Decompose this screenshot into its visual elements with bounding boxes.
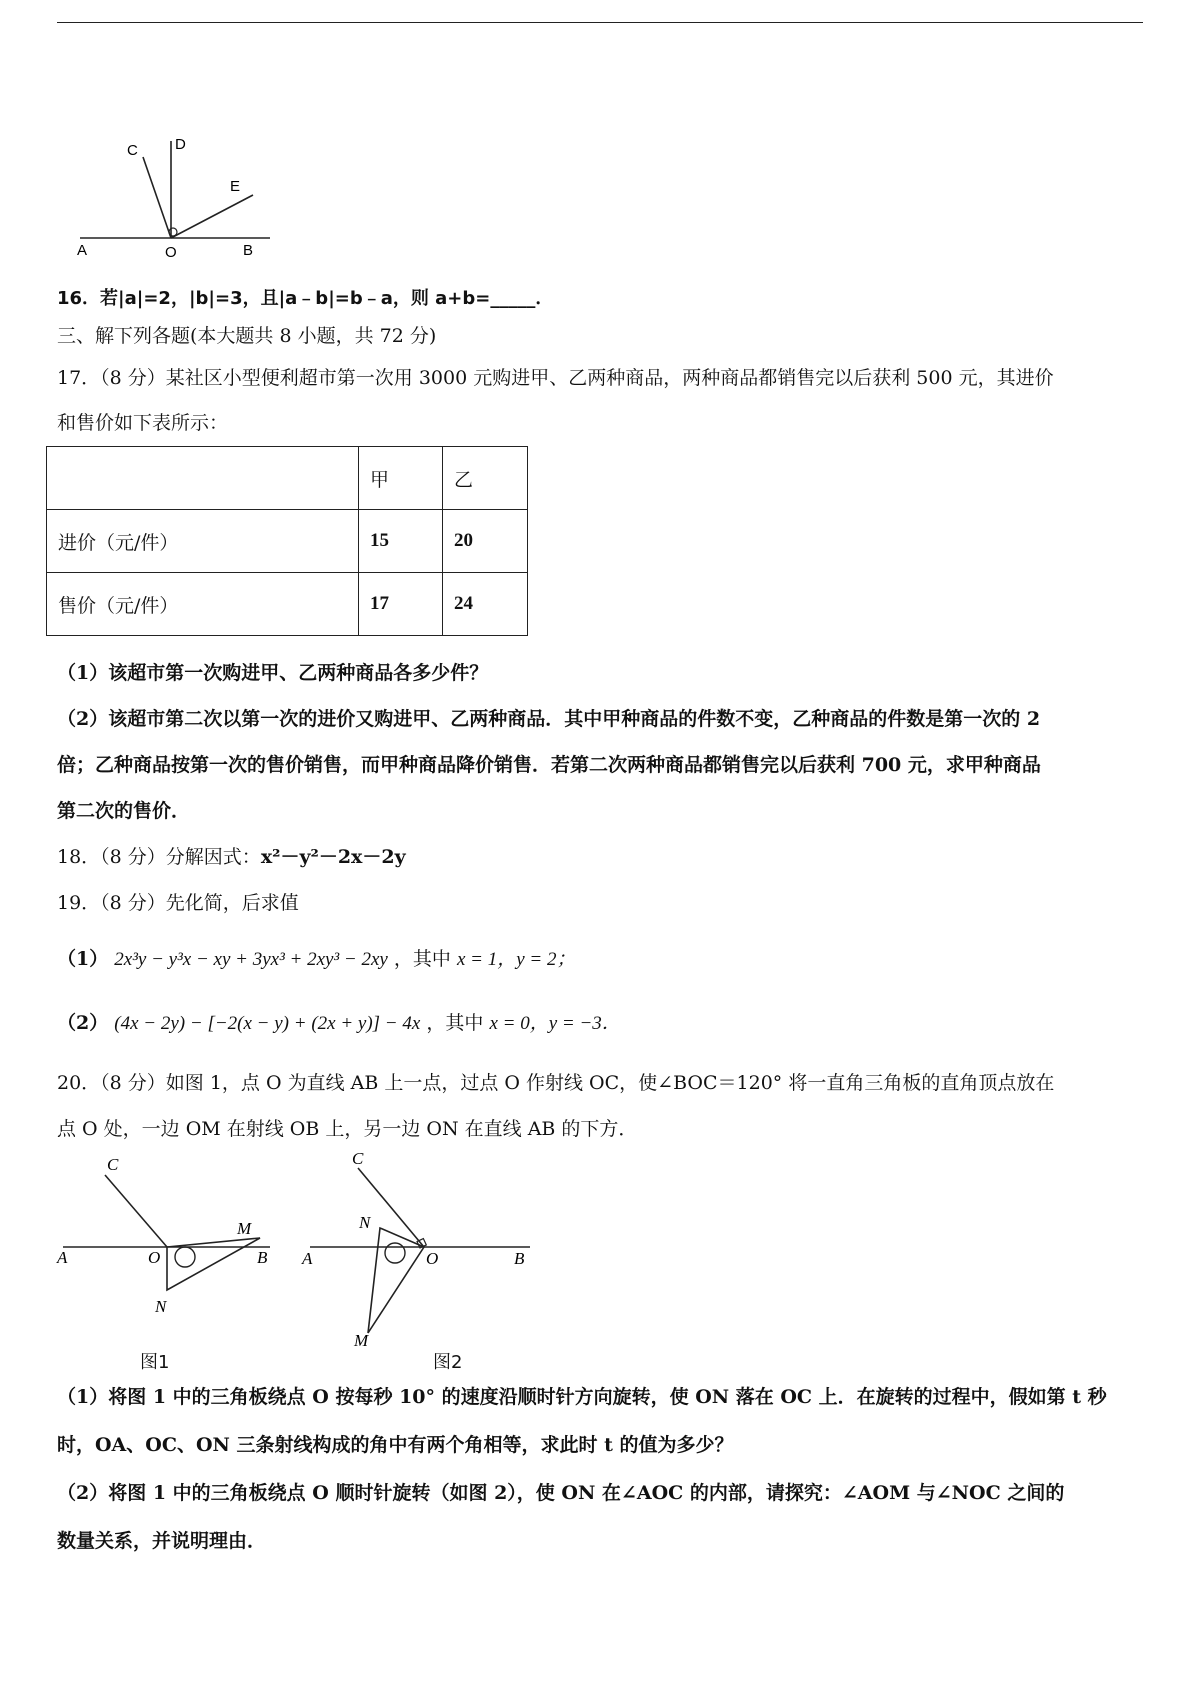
question-18: [57, 846, 406, 869]
fig1-label-O: O: [148, 1248, 161, 1267]
fig1-label-A: A: [57, 1248, 68, 1267]
q19-part1: [57, 948, 576, 972]
fig2-label-N: N: [359, 1213, 371, 1232]
table-header-jia: 甲: [359, 447, 443, 510]
table-header-empty: [47, 447, 359, 510]
question-16: 16．若|a|=2，|b|=3，且|a﹣b|=b﹣a，则 a+b=_____．: [57, 288, 554, 309]
q17-part2-line1: （2）该超市第二次以第一次的进价又购进甲、乙两种商品．其中甲种商品的件数不变，乙种商品的件数是第一次的 2: [57, 708, 1041, 730]
label-B: B: [243, 242, 254, 259]
fig2-label-C: C: [352, 1149, 364, 1168]
fig1-label-N: N: [155, 1297, 167, 1316]
q19-part2-where: ，其中: [426, 1012, 484, 1034]
fig2-label-B: B: [514, 1249, 525, 1268]
fig1-label-C: C: [107, 1155, 119, 1174]
table-header-yi: 乙: [443, 447, 528, 510]
fig2-label-A: A: [302, 1249, 313, 1268]
fig2-label-O: O: [426, 1249, 439, 1268]
fig1-label-B: B: [257, 1248, 268, 1267]
top-rule: [57, 22, 1143, 23]
q20-line2: 点 O 处，一边 OM 在射线 OB 上，另一边 ON 在直线 AB 的下方．: [57, 1118, 638, 1140]
figure-2-caption: 图2: [433, 1352, 463, 1373]
q19-part1-label: （1）: [57, 948, 109, 970]
q19-part1-expression: 2x³y − y³x − xy + 3yx³ + 2xy³ − 2xy: [114, 949, 388, 970]
q17-part2-line2: 倍；乙种商品按第一次的售价销售，而甲种商品降价销售．若第二次两种商品都销售完以后获利 700 元，求甲种商品: [57, 754, 1041, 776]
angle-figure-top: [75, 135, 275, 260]
label-O: O: [165, 244, 177, 260]
label-C: C: [127, 142, 138, 159]
cost-yi: 20: [443, 510, 528, 573]
label-E: E: [230, 178, 241, 195]
q17-line2: 和售价如下表所示：: [57, 412, 229, 434]
price-yi: 24: [443, 573, 528, 636]
table-header-row: [47, 447, 528, 510]
q17-part1: （1）该超市第一次购进甲、乙两种商品各多少件？: [57, 662, 489, 684]
cost-jia: 15: [359, 510, 443, 573]
table-row: [47, 573, 528, 636]
table-row: [47, 510, 528, 573]
q19-part2: [57, 1012, 621, 1036]
fig2-label-M: M: [354, 1331, 369, 1348]
q20-part2-line2: 数量关系，并说明理由．: [57, 1530, 267, 1552]
q20-part1-line2: 时，OA、OC、ON 三条射线构成的角中有两个角相等，求此时 t 的值为多少？: [57, 1434, 734, 1456]
q20-line1: 20．（8 分）如图 1，点 O 为直线 AB 上一点，过点 O 作射线 OC，使∠BOC＝120° 将一直角三角板的直角顶点放在: [57, 1072, 1055, 1094]
q19-part2-values: x = 0，y = −3．: [489, 1013, 621, 1034]
figure-2: [300, 1148, 540, 1348]
q17-part2-line3: 第二次的售价．: [57, 800, 191, 822]
price-jia: 17: [359, 573, 443, 636]
section-3-heading: 三、解下列各题(本大题共 8 小题，共 72 分): [57, 325, 437, 347]
fig1-label-M: M: [237, 1219, 252, 1238]
row-label-price: 售价（元/件）: [47, 573, 359, 636]
figure-1: [55, 1150, 285, 1320]
label-A: A: [77, 242, 88, 259]
q18-expression: x²－y²－2x－2y: [260, 846, 406, 868]
q20-part1-line1: （1）将图 1 中的三角板绕点 O 按每秒 10° 的速度沿顺时针方向旋转，使 ON 落在 OC 上．在旋转的过程中，假如第 t 秒: [57, 1386, 1107, 1408]
price-table: [46, 446, 528, 636]
row-label-cost: 进价（元/件）: [47, 510, 359, 573]
figure-1-caption: 图1: [140, 1352, 170, 1373]
q20-part2-line1: （2）将图 1 中的三角板绕点 O 顺时针旋转（如图 2），使 ON 在∠AOC 的内部，请探究：∠AOM 与∠NOC 之间的: [57, 1482, 1065, 1504]
q19-title: 19．（8 分）先化简，后求值: [57, 892, 299, 914]
label-D: D: [175, 136, 186, 153]
q19-part1-where: ，其中: [393, 948, 451, 970]
q17-line1: 17．（8 分）某社区小型便利超市第一次用 3000 元购进甲、乙两种商品，两种商品都销售完以后获利 500 元，其进价: [57, 367, 1054, 389]
q19-part2-expression: (4x − 2y) − [−2(x − y) + (2x + y)] − 4x: [114, 1013, 421, 1034]
q19-part2-label: （2）: [57, 1012, 109, 1034]
q18-prefix: 18．（8 分）分解因式：: [57, 846, 261, 868]
q19-part1-values: x = 1，y = 2；: [456, 949, 576, 970]
